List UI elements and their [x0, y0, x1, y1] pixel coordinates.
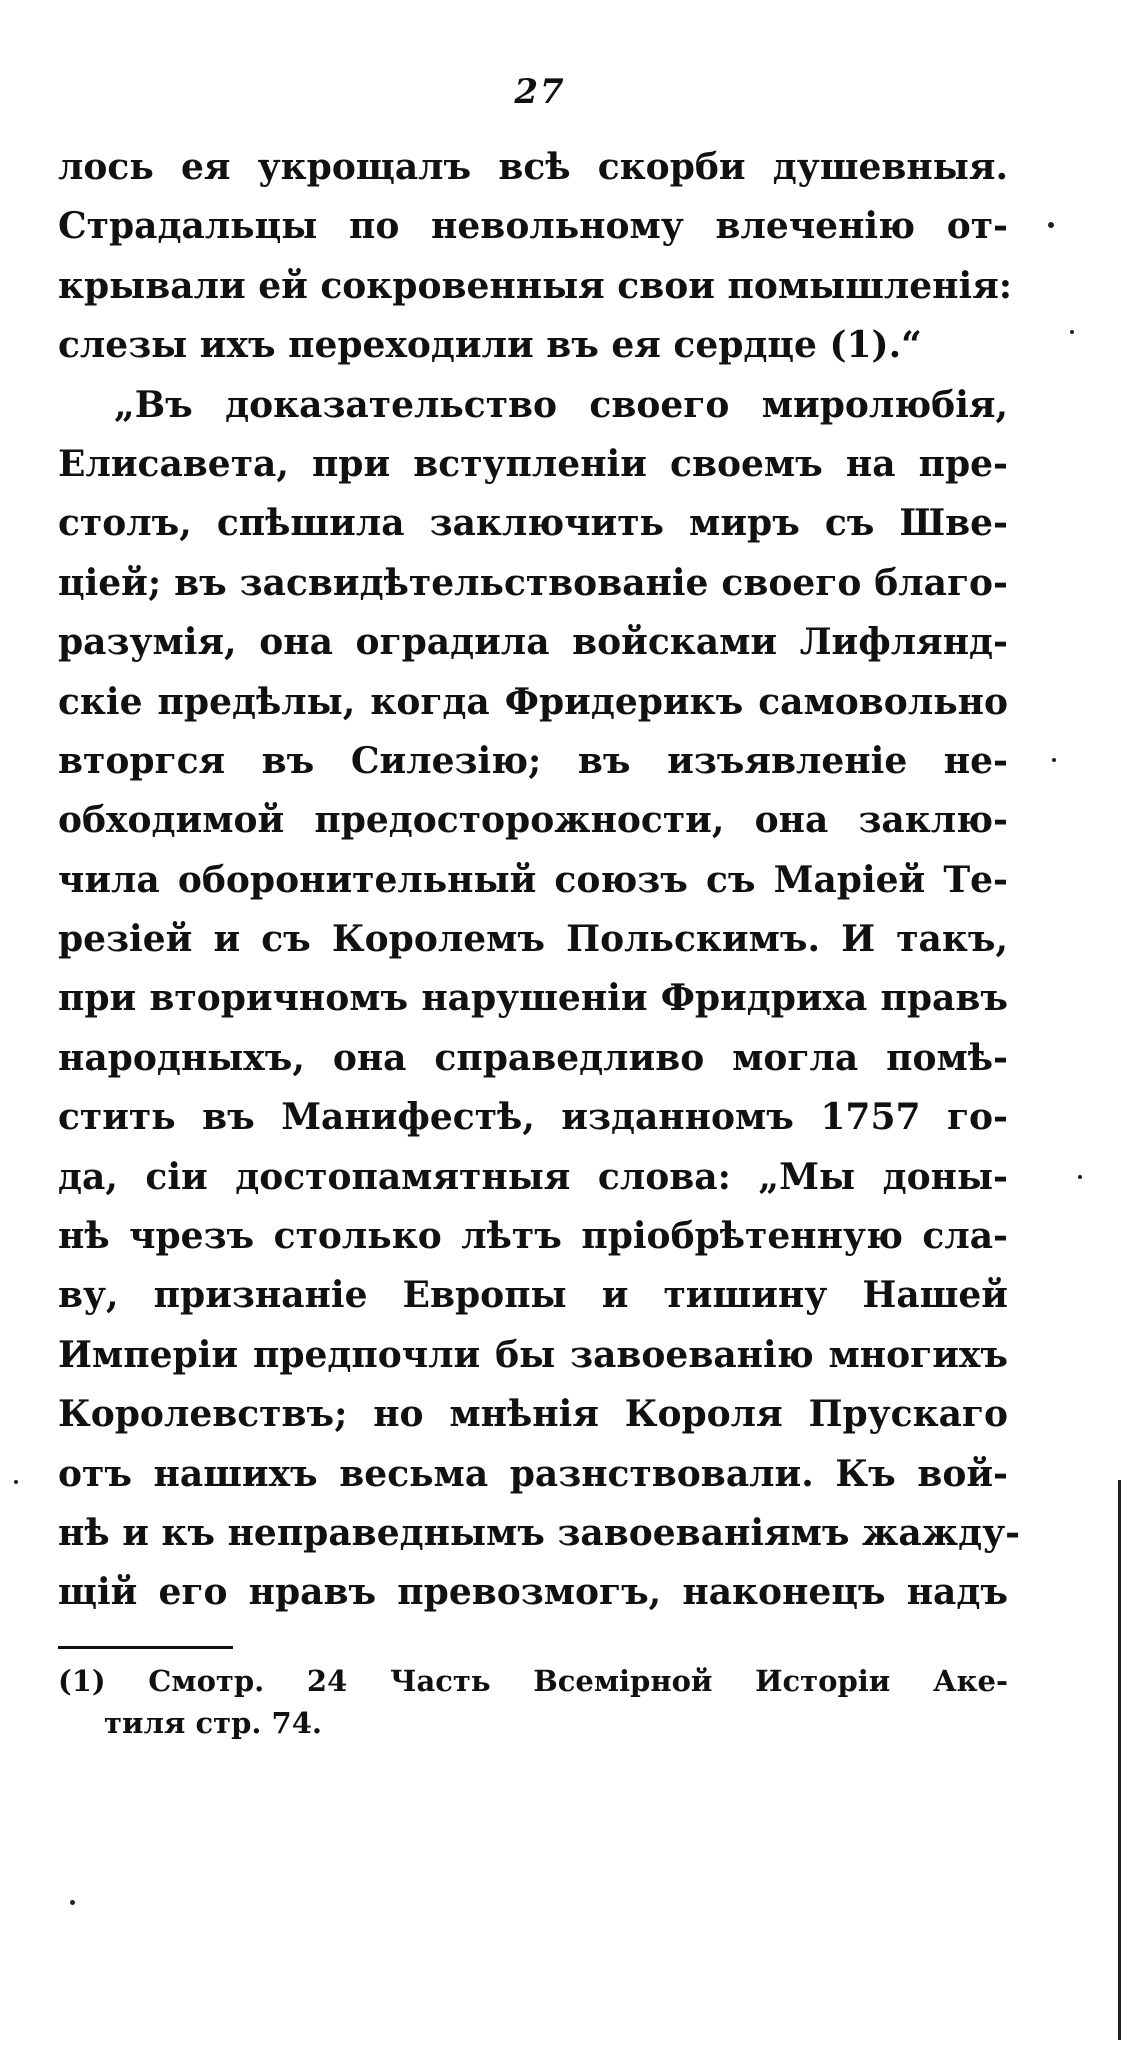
text-line: Королевствъ; но мнѣнія Короля Прускаго	[58, 1393, 1008, 1436]
text-line: Елисавета, при вступленіи своемъ на пре-	[58, 442, 1008, 485]
text-line: да, сіи достопамятныя слова: „Мы доны-	[58, 1155, 1008, 1198]
text-line: слезы ихъ переходили въ ея сердце (1).“	[58, 324, 922, 367]
print-speck	[70, 1900, 75, 1905]
text-line: скіе предѣлы, когда Фридерикъ самовольно	[58, 680, 1008, 723]
footnote-line: тиля стр. 74.	[104, 1706, 322, 1740]
text-line: Страдальцы по невольному влеченію от-	[58, 205, 1008, 248]
text-line: лось ея укрощалъ всѣ скорби душевныя.	[58, 146, 1008, 188]
page-number: 27	[514, 72, 566, 112]
text-line: разумія, она оградила войсками Лифлянд-	[58, 621, 1008, 664]
text-line: крывали ей сокровенныя свои помышленія:	[58, 264, 1013, 307]
print-speck	[14, 1480, 18, 1484]
print-speck	[1052, 758, 1056, 762]
body-text	[58, 138, 1021, 1623]
text-line: обходимой предосторожности, она заклю-	[58, 799, 1008, 842]
text-line: „Въ доказательство своего миролюбія,	[114, 383, 1008, 426]
text-line: народныхъ, она справедливо могла помѣ-	[58, 1036, 1008, 1079]
text-line: при вторичномъ нарушеніи Фридриха правъ	[58, 977, 1008, 1020]
print-speck	[1048, 222, 1054, 228]
text-line: стить въ Манифестѣ, изданномъ 1757 го-	[58, 1096, 1008, 1139]
text-line: Имперіи предпочли бы завоеванію многихъ	[58, 1333, 1008, 1376]
footnote	[58, 1660, 1008, 1744]
text-line: ціей; въ засвидѣтельствованіе своего благо-	[58, 561, 1008, 604]
footnote-line: (1) Смотр. 24 Часть Всемірной Исторіи Аке-	[58, 1664, 1008, 1698]
text-line: щій его нравъ превозмогъ, наконецъ надъ	[58, 1571, 1008, 1614]
text-line: чила оборонительный союзъ съ Маріей Те-	[58, 858, 1008, 901]
print-speck	[1078, 1175, 1082, 1179]
text-line: нѣ чрезъ столько лѣтъ пріобрѣтенную сла-	[58, 1215, 1008, 1258]
page-edge-shadow	[1118, 1480, 1121, 2040]
print-speck	[1070, 330, 1074, 334]
footnote-divider	[58, 1646, 233, 1649]
text-line: столъ, спѣшила заключить миръ съ Шве-	[58, 502, 1008, 545]
text-line: отъ нашихъ весьма разнствовали. Къ вой-	[58, 1452, 1008, 1495]
text-line: ву, признаніе Европы и тишину Нашей	[58, 1274, 1008, 1317]
text-line: вторгся въ Силезію; въ изъявленіе не-	[58, 739, 1008, 782]
text-line: нѣ и къ неправеднымъ завоеваніямъ жажду-	[58, 1511, 1021, 1554]
text-line: резіей и съ Королемъ Польскимъ. И такъ,	[58, 918, 1008, 961]
